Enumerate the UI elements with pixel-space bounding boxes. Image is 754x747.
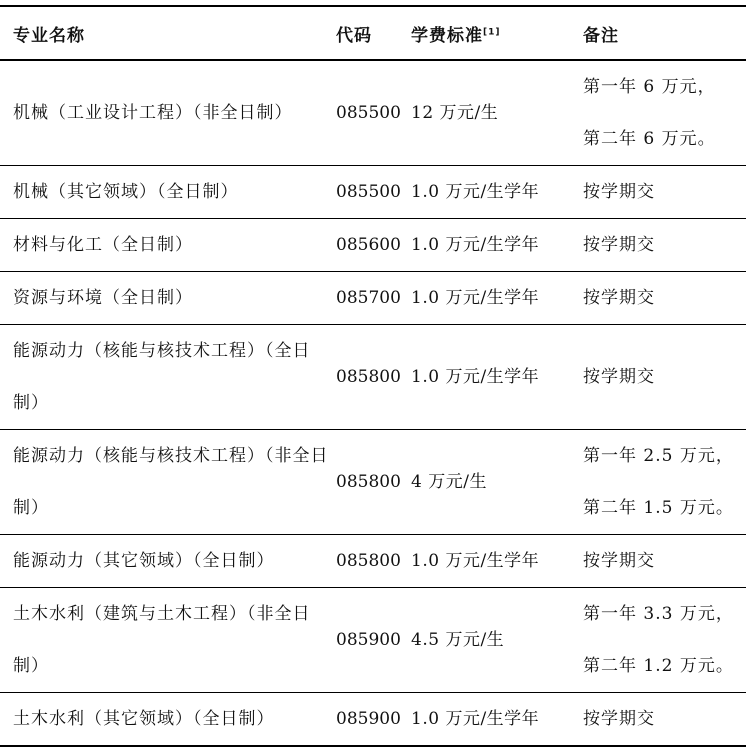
header-fee-standard	[405, 6, 575, 60]
fee-standard-cell: 1.0 万元/生学年	[405, 272, 575, 325]
program-code-cell: 085700	[330, 272, 405, 325]
remarks-cell	[575, 60, 746, 166]
table-row	[0, 693, 746, 747]
program-code-cell: 085900	[330, 588, 405, 693]
program-code-cell: 085500	[330, 166, 405, 219]
header-code: 代码	[330, 6, 405, 60]
remarks-line: 按学期交	[583, 551, 655, 571]
remarks-line: 按学期交	[583, 709, 655, 729]
program-name-cell: 能源动力（核能与核技术工程）（非全日制）	[0, 430, 330, 535]
program-name-cell: 土木水利（建筑与土木工程）（非全日制）	[0, 588, 330, 693]
remarks-line: 按学期交	[583, 235, 655, 255]
fee-standard-cell: 4 万元/生	[405, 430, 575, 535]
header-remarks: 备注	[575, 6, 746, 60]
table-header-row	[0, 6, 746, 60]
table-row	[0, 430, 746, 535]
table-row	[0, 219, 746, 272]
remarks-line: 按学期交	[583, 288, 655, 308]
remarks-cell	[575, 272, 746, 325]
fee-standard-cell: 1.0 万元/生学年	[405, 535, 575, 588]
program-name-cell: 材料与化工（全日制）	[0, 219, 330, 272]
header-fee-label: 学费标准	[411, 25, 483, 46]
remarks-cell	[575, 430, 746, 535]
header-program-name: 专业名称	[0, 6, 330, 60]
program-name-cell: 土木水利（其它领域）（全日制）	[0, 693, 330, 747]
table-row	[0, 272, 746, 325]
table-row	[0, 60, 746, 166]
remarks-cell	[575, 325, 746, 430]
remarks-line: 第一年 2.5 万元，	[583, 446, 734, 466]
table-row	[0, 166, 746, 219]
fee-standard-cell: 1.0 万元/生学年	[405, 693, 575, 747]
program-code-cell: 085600	[330, 219, 405, 272]
header-fee-footnote: [1]	[483, 26, 501, 37]
remarks-cell	[575, 219, 746, 272]
remarks-line: 第二年 6 万元。	[583, 129, 716, 149]
remarks-line: 第二年 1.5 万元。	[583, 498, 734, 518]
remarks-line: 第二年 1.2 万元。	[583, 656, 734, 676]
table-row	[0, 325, 746, 430]
remarks-cell	[575, 166, 746, 219]
remarks-cell	[575, 535, 746, 588]
program-name-cell: 资源与环境（全日制）	[0, 272, 330, 325]
fee-standard-cell: 1.0 万元/生学年	[405, 166, 575, 219]
remarks-line: 第一年 3.3 万元，	[583, 604, 734, 624]
table-row	[0, 588, 746, 693]
fee-standard-cell: 1.0 万元/生学年	[405, 219, 575, 272]
program-code-cell: 085500	[330, 60, 405, 166]
remarks-line: 按学期交	[583, 182, 655, 202]
program-name-cell: 机械（工业设计工程）（非全日制）	[0, 60, 330, 166]
program-name-cell: 机械（其它领域）（全日制）	[0, 166, 330, 219]
remarks-line: 按学期交	[583, 367, 655, 387]
remarks-line: 第一年 6 万元，	[583, 77, 716, 97]
program-name-cell: 能源动力（其它领域）（全日制）	[0, 535, 330, 588]
remarks-cell	[575, 588, 746, 693]
fee-standard-cell: 1.0 万元/生学年	[405, 325, 575, 430]
program-code-cell: 085800	[330, 325, 405, 430]
program-code-cell: 085900	[330, 693, 405, 747]
fee-standard-cell: 4.5 万元/生	[405, 588, 575, 693]
fee-standard-cell: 12 万元/生	[405, 60, 575, 166]
table-row	[0, 535, 746, 588]
program-code-cell: 085800	[330, 430, 405, 535]
tuition-fee-table	[0, 5, 746, 747]
remarks-cell	[575, 693, 746, 747]
program-code-cell: 085800	[330, 535, 405, 588]
table-body	[0, 60, 746, 746]
program-name-cell: 能源动力（核能与核技术工程）（全日制）	[0, 325, 330, 430]
